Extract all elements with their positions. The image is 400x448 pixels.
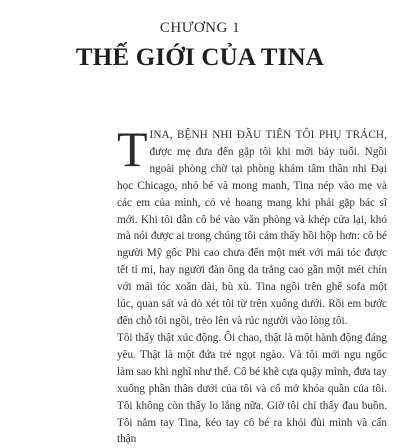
chapter-label: CHƯƠNG 1 [159,20,241,36]
paragraph-2-text: Tôi thấy thật xúc động. Ôi chao, thật là một hành động đáng yêu. Thật là một đứa trẻ ngọt ngào. Và tôi mới ngu ngốc làm sao khi nghĩ như thế. Cô bé khẽ cựa quậy mình, đưa tay xuống phần thân dưới của tôi và cố mở khóa quần của tôi. Tôi không còn thấy lo lắng nữa. Giờ tôi chỉ thấy đau buồn. Tôi nắm tay Tina, kéo tay cô bé ra khỏi đùi mình và cẩn thận [117,332,387,446]
chapter-title: THẾ GIỚI CỦA TINA [75,44,325,71]
drop-cap: T [117,121,148,177]
paragraph-1-text: được mẹ đưa đến gặp tôi khi mới bảy tuổi. Ngồi ngoài phòng chờ tại phòng khám tâm thần nhi Đại học Chicago, nhỏ bé và mong manh, Tina nép vào mẹ và các em của mình, có vẻ hoang mang khi phải gặp bác sĩ mới. Khi tôi dẫn cô bé vào văn phòng và khép cửa lại, khó mà nói được ai trong chúng tôi cảm thấy hồi hộp hơn: cô bé người Mỹ gốc Phi cao chưa đến một mét với mái tóc được tết tỉ mỉ, hay người đàn ông da trắng cao gần một mét chín với mái tóc xoăn dài, bù xù. Tina ngồi trên ghế sofa một lúc, quan sát và dò xét tôi từ trên xuống dưới. Rồi em bước đến chỗ tôi ngồi, trèo lên và rúc người vào lòng tôi. [117,145,387,327]
paragraph-1-lead: INA, BỆNH NHI ĐẦU TIÊN TÔI PHỤ TRÁCH, [149,129,387,141]
paragraph-1 [117,121,387,330]
paragraph-2 [117,330,387,448]
